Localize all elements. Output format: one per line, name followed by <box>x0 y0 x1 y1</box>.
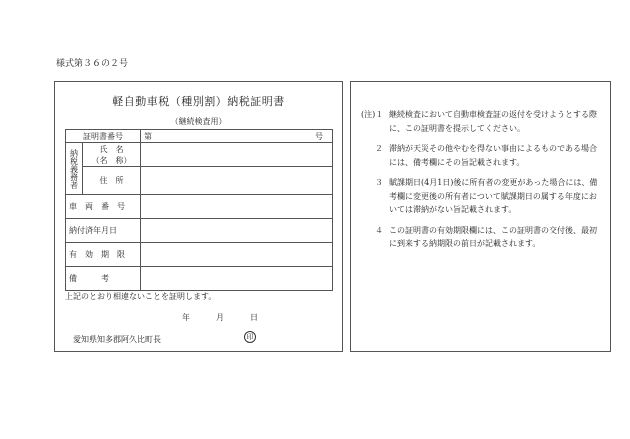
validity-label: 有 効 期 限 <box>69 250 125 259</box>
paid-date-label: 納付済年月日 <box>69 226 117 235</box>
remarks-label-cell <box>66 267 141 291</box>
note-item <box>361 224 601 251</box>
certificate-table <box>65 129 333 291</box>
taxpayer-label: 納税義務者 <box>66 143 83 195</box>
note-item <box>361 176 601 217</box>
taxpayer-address-row <box>66 167 333 195</box>
note-number: (注)１ <box>361 110 384 119</box>
validity-row <box>66 243 333 267</box>
name-sub-label: （名 称） <box>91 155 132 165</box>
note-number: ２ <box>375 144 383 153</box>
note-number: ４ <box>375 225 383 235</box>
remarks-row <box>66 267 333 291</box>
note-text: 継続検査において自動車検査証の返付を受けようとする際に、この証明書を提示してください。 <box>389 110 597 133</box>
certificate-panel <box>54 81 343 352</box>
issue-date <box>160 312 258 323</box>
cert-number-prefix: 第 <box>144 131 152 141</box>
notes-panel <box>350 81 611 352</box>
paid-date-row <box>66 219 333 243</box>
date-day: 日 <box>250 313 258 322</box>
cert-number-suffix: 号 <box>315 131 323 141</box>
paid-date-label-cell <box>66 219 141 243</box>
vehicle-number-row <box>66 195 333 219</box>
cert-number-label: 証明書番号 <box>66 130 141 143</box>
cert-number-row <box>66 130 333 143</box>
note-item <box>361 108 601 135</box>
name-label-cell <box>83 143 141 167</box>
address-label: 住 所 <box>83 167 141 195</box>
certificate-subtitle: （継続検査用） <box>170 117 227 126</box>
date-year: 年 <box>182 313 190 322</box>
remarks-label: 備 考 <box>69 274 109 283</box>
vehicle-number-label-cell <box>66 195 141 219</box>
address-field <box>141 167 333 195</box>
cert-number-field <box>141 130 333 143</box>
attestation-text: 上記のとおり相違ないことを証明します。 <box>65 292 217 301</box>
issuer-name: 愛知県知多郡阿久比町長 <box>73 335 161 344</box>
note-item <box>361 142 601 169</box>
name-field <box>141 143 333 167</box>
remarks-field <box>141 267 333 291</box>
taxpayer-name-row <box>66 143 333 167</box>
validity-label-cell <box>66 243 141 267</box>
note-number: ３ <box>375 178 383 187</box>
notes-list <box>361 108 601 258</box>
note-text: 滞納が天災その他やむを得ない事由によるものである場合には、備考欄にその旨記載されます。 <box>389 144 597 167</box>
form-number: 様式第３６の２号 <box>56 59 129 69</box>
note-text: 賦課期日(4月1日)後に所有者の変更があった場合には、備考欄に変更後の所有者について賦課期日の属する年度においては滞納がない旨記載されます。 <box>389 178 598 214</box>
validity-field <box>141 243 333 267</box>
date-month: 月 <box>216 313 224 322</box>
note-text: この証明書の有効期限欄には、この証明書の交付後、最初に到来する納期限の前日が記載されます。 <box>389 225 597 248</box>
name-label: 氏 名 <box>99 144 124 154</box>
paid-date-field <box>141 219 333 243</box>
vehicle-number-label: 車 両 番 号 <box>69 202 125 211</box>
seal-mark: 印 <box>244 331 256 343</box>
certificate-title: 軽自動車税（種別割）納税証明書 <box>112 95 285 108</box>
vehicle-number-field <box>141 195 333 219</box>
